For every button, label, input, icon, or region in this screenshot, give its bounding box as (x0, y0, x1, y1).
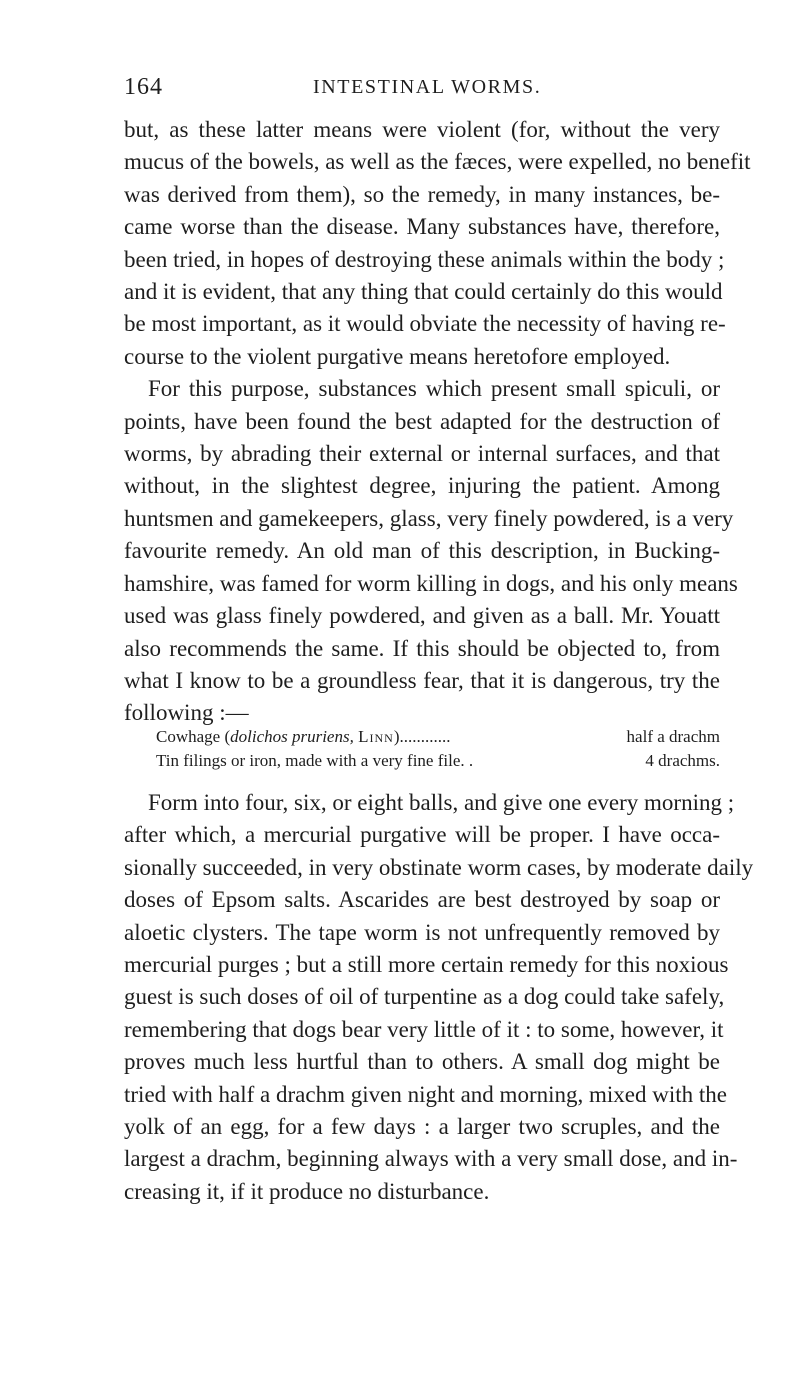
text-line: mercurial purges ; but a still more certain remedy for this noxious (124, 952, 729, 978)
text-line: what I know to be a groundless fear, that it is dangerous, try the (124, 667, 720, 693)
text-line: without, in the slightest degree, injuring the patient. Among (124, 473, 720, 499)
page-header (0, 74, 800, 108)
running-head: INTESTINAL WORMS. (313, 76, 542, 98)
recipe-author: Linn (358, 727, 394, 746)
text-line: also recommends the same. If this should be objected to, from (124, 635, 720, 661)
recipe-row (156, 725, 720, 749)
text-line: huntsmen and gamekeepers, glass, very finely powdered, is a very (124, 505, 734, 531)
recipe-table (156, 725, 720, 773)
text-line: after which, a mercurial purgative will be proper. I have occa- (124, 822, 720, 848)
text-line: and it is evident, that any thing that could certainly do this would (124, 279, 723, 305)
recipe-amount: half a drachm (626, 727, 720, 746)
text-line: mucus of the bowels, as well as the fæces, were expelled, no benefit (124, 149, 751, 175)
text-line: came worse than the disease. Many substances have, therefore, (124, 214, 720, 240)
text-line: sionally succeeded, in very obstinate worm cases, by moderate daily (124, 854, 754, 880)
recipe-latin-name: dolichos pruriens, (230, 727, 354, 746)
text-line: doses of Epsom salts. Ascarides are best destroyed by soap or (124, 887, 720, 913)
text-line: guest is such doses of oil of turpentine as a dog could take safely, (124, 984, 725, 1010)
text-line: tried with half a drachm given night and morning, mixed with the (124, 1081, 727, 1107)
paragraph-2 (124, 787, 754, 1208)
text-line: following :— (124, 700, 249, 726)
text-line: worms, by abrading their external or internal surfaces, and that (124, 441, 720, 467)
text-line: proves much less hurtful than to others. A small dog might be (124, 1049, 720, 1075)
recipe-leader: )............ (393, 727, 451, 746)
text-line: been tried, in hopes of destroying these animals within the body ; (124, 246, 725, 272)
text-line: points, have been found the best adapted for the destruction of (124, 408, 720, 434)
page-number: 164 (124, 74, 163, 100)
text-line: used was glass finely powdered, and given as a ball. Mr. Youatt (124, 603, 720, 629)
text-line: creasing it, if it produce no disturbance. (124, 1178, 490, 1204)
paragraph-1 (124, 114, 751, 730)
text-line: course to the violent purgative means heretofore employed. (124, 343, 671, 369)
text-line: remembering that dogs bear very little of it : to some, however, it (124, 1016, 724, 1042)
text-line: was derived from them), so the remedy, in many instances, be- (124, 181, 720, 207)
recipe-row (156, 749, 720, 773)
text-line: yolk of an egg, for a few days : a larger two scruples, and the (124, 1114, 720, 1140)
text-line: favourite remedy. An old man of this description, in Bucking- (124, 538, 720, 564)
recipe-ingredient: Tin filings or iron, made with a very fine file. . (156, 751, 474, 770)
text-line: For this purpose, substances which present small spiculi, or (148, 376, 720, 402)
recipe-amount: 4 drachms. (645, 751, 720, 770)
text-line: hamshire, was famed for worm killing in dogs, and his only means (124, 570, 738, 596)
text-line: but, as these latter means were violent (for, without the very (124, 117, 720, 142)
text-line: Form into four, six, or eight balls, and give one every morning ; (148, 790, 735, 815)
recipe-ingredient-name: Cowhage ( (156, 727, 231, 746)
text-line: be most important, as it would obviate the necessity of having re- (124, 311, 726, 337)
recipe-ingredient (156, 725, 451, 749)
text-line: aloetic clysters. The tape worm is not unfrequently removed by (124, 919, 720, 945)
text-line: largest a drachm, beginning always with a very small dose, and in- (124, 1146, 738, 1172)
